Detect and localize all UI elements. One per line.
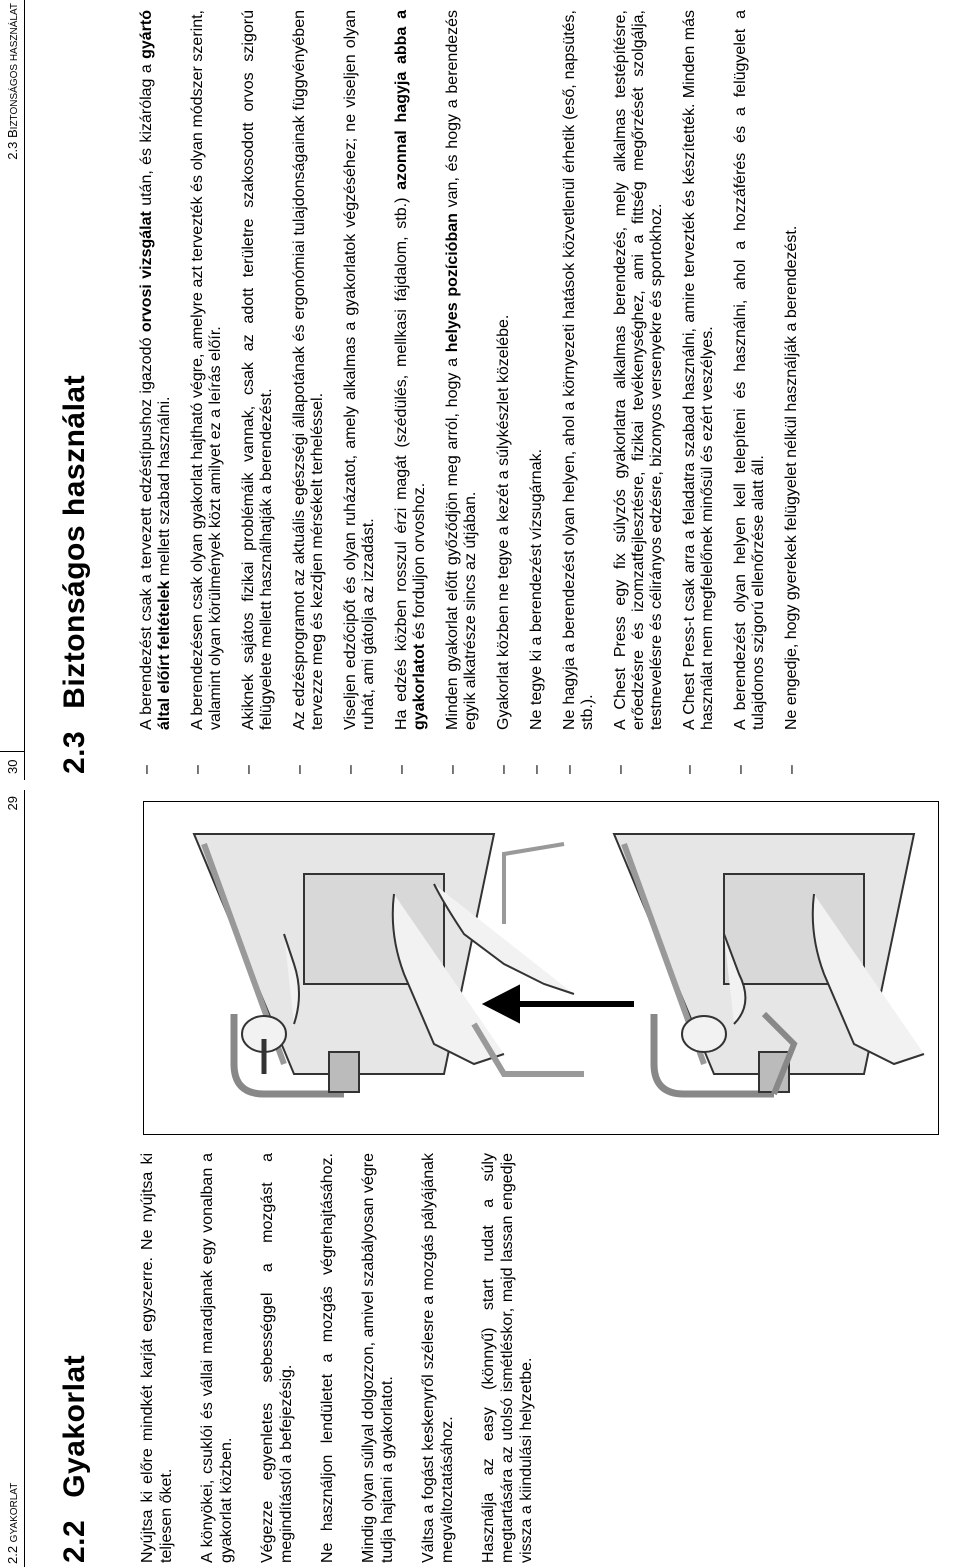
safety-rule-item: – A Chest Press-t csak arra a feladatra szabad használni, amire tervezték és készítették. Minden más használat nem megfelelőnek minősül és ezért veszélyes. xyxy=(681,10,717,730)
page-number: 29 xyxy=(5,796,20,811)
figure-end-position xyxy=(614,834,924,1094)
running-header-right xyxy=(0,0,25,780)
safety-rule-item: – Ne tegye ki a berendezést vízsugárnak. xyxy=(528,10,546,730)
section-heading: 2.2Gyakorlat xyxy=(58,1354,91,1563)
safety-rule-item: – Viseljen edzőcipőt és olyan ruházatot, amely alkalmas a gyakorlatok végzéséhez; ne viseljen olyan ruhát, ami gátolja az izzadást. xyxy=(342,10,378,730)
safety-rule-item: – A berendezést olyan helyen kell telepíteni és használni, ahol a hozzáférés és a felügyelet a tulajdonos szigorú ellenőrzése alatt áll. xyxy=(732,10,768,730)
instruction-paragraph: Végezze egyenletes sebességgel a mozgást a megindítástól a befejezésig. xyxy=(259,1153,295,1563)
running-header-left xyxy=(0,790,25,1567)
instruction-paragraph: Ne használjon lendületet a mozgás végrehajtásához. xyxy=(319,1153,336,1563)
instruction-paragraph: A könyökei, csuklói és vállai maradjanak egy vonalban a gyakorlat közben. xyxy=(199,1153,235,1563)
safety-rule-item: – A berendezést csak a tervezett edzéstípushoz igazodó orvosi vizsgálat után, és kizárólag a gyártó által előírt feltételek mellett szabad használni. xyxy=(138,10,174,730)
safety-rule-item: – Az edzésprogramot az aktuális egészségi állapotának és ergonómiai tulajdonságainak függvényében tervezze meg és kezdjen mérsékelt terheléssel. xyxy=(291,10,327,730)
page-number: 30 xyxy=(0,751,24,774)
section-heading: 2.3Biztonságos használat xyxy=(58,374,91,774)
instruction-paragraph: Használja az easy (könnyű) start rudat a súly megtartására az utolsó ismétléskor, majd lassan engedje vissza a kiindulási helyzetbe. xyxy=(480,1153,535,1563)
header-section: 2.3 BIZTONSÁGOS HASZNÁLAT xyxy=(5,3,20,160)
safety-rule-item: – Ha edzés közben rosszul érzi magát (szédülés, mellkasi fájdalom, stb.) azonnal hagyja abba a gyakorlatot és forduljon orvoshoz. xyxy=(393,10,429,730)
safety-rule-item: – Ne hagyja a berendezést olyan helyen, ahol a környezeti hatások közvetlenül érhetik (eső, napsütés, stb.). xyxy=(561,10,597,730)
left-page xyxy=(0,790,960,1567)
chest-press-illustration xyxy=(143,801,939,1135)
safety-rule-item: – Gyakorlat közben ne tegye a kezét a súlykészlet közelébe. xyxy=(495,10,513,730)
emphasis-text: orvosi vizsgálat xyxy=(138,211,155,333)
safety-rule-item: – Minden gyakorlat előtt győződjön meg arról, hogy a helyes pozícióban van, és hogy a berendezés egyik alkatrésze sincs az útjában. xyxy=(444,10,480,730)
safety-rule-item: – A Chest Press egy fix súlyzós gyakorlatra alkalmas berendezés, mely alkalmas testépítésre, erőedzésre és izomzatfejlesztésre, fizikai tevékenységhez, ami a fittség megőrzését szolgálja, testnevelésre és célirányos edzésre, bizonyos versenyekre és sportokhoz. xyxy=(612,10,666,730)
emphasis-text: azonnal hagyja abba a gyakorlatot xyxy=(393,9,428,730)
figure-start-position xyxy=(194,834,584,1094)
emphasis-text: gyártó által előírt feltételek xyxy=(138,9,173,730)
instruction-paragraph: Nyújtsa ki előre mindkét karját egyszerre. Ne nyújtsa ki teljesen őket. xyxy=(139,1153,175,1563)
right-page xyxy=(0,0,960,780)
chest-press-drawing xyxy=(144,802,938,1134)
safety-rule-item: – Ne engedje, hogy gyerekek felügyelet nélkül használják a berendezést. xyxy=(783,10,801,730)
safety-rules-list xyxy=(138,10,816,730)
exercise-instructions xyxy=(138,1153,558,1563)
instruction-paragraph: Mindig olyan súllyal dolgozzon, amivel szabályosan végre tudja hajtani a gyakorlatot. xyxy=(360,1153,396,1563)
instruction-paragraph: Váltsa a fogást keskenyről szélesre a mozgás pályájának megváltoztatásához. xyxy=(420,1153,456,1563)
safety-rule-item: – A berendezésen csak olyan gyakorlat hajtható végre, amelyre azt tervezték és olyan módszer szerint, valamint olyan körülmények közt amilyet ez a leírás előír. xyxy=(189,10,225,730)
header-section: 2.2 GYAKORLAT xyxy=(5,1482,20,1564)
safety-rule-item: – Akiknek sajátos fizikai problémáik vannak, csak az adott területre szakosodott orvos szigorú felügyelete mellett használhatják a berendezést. xyxy=(240,10,276,730)
emphasis-text: helyes pozícióban xyxy=(444,213,461,353)
